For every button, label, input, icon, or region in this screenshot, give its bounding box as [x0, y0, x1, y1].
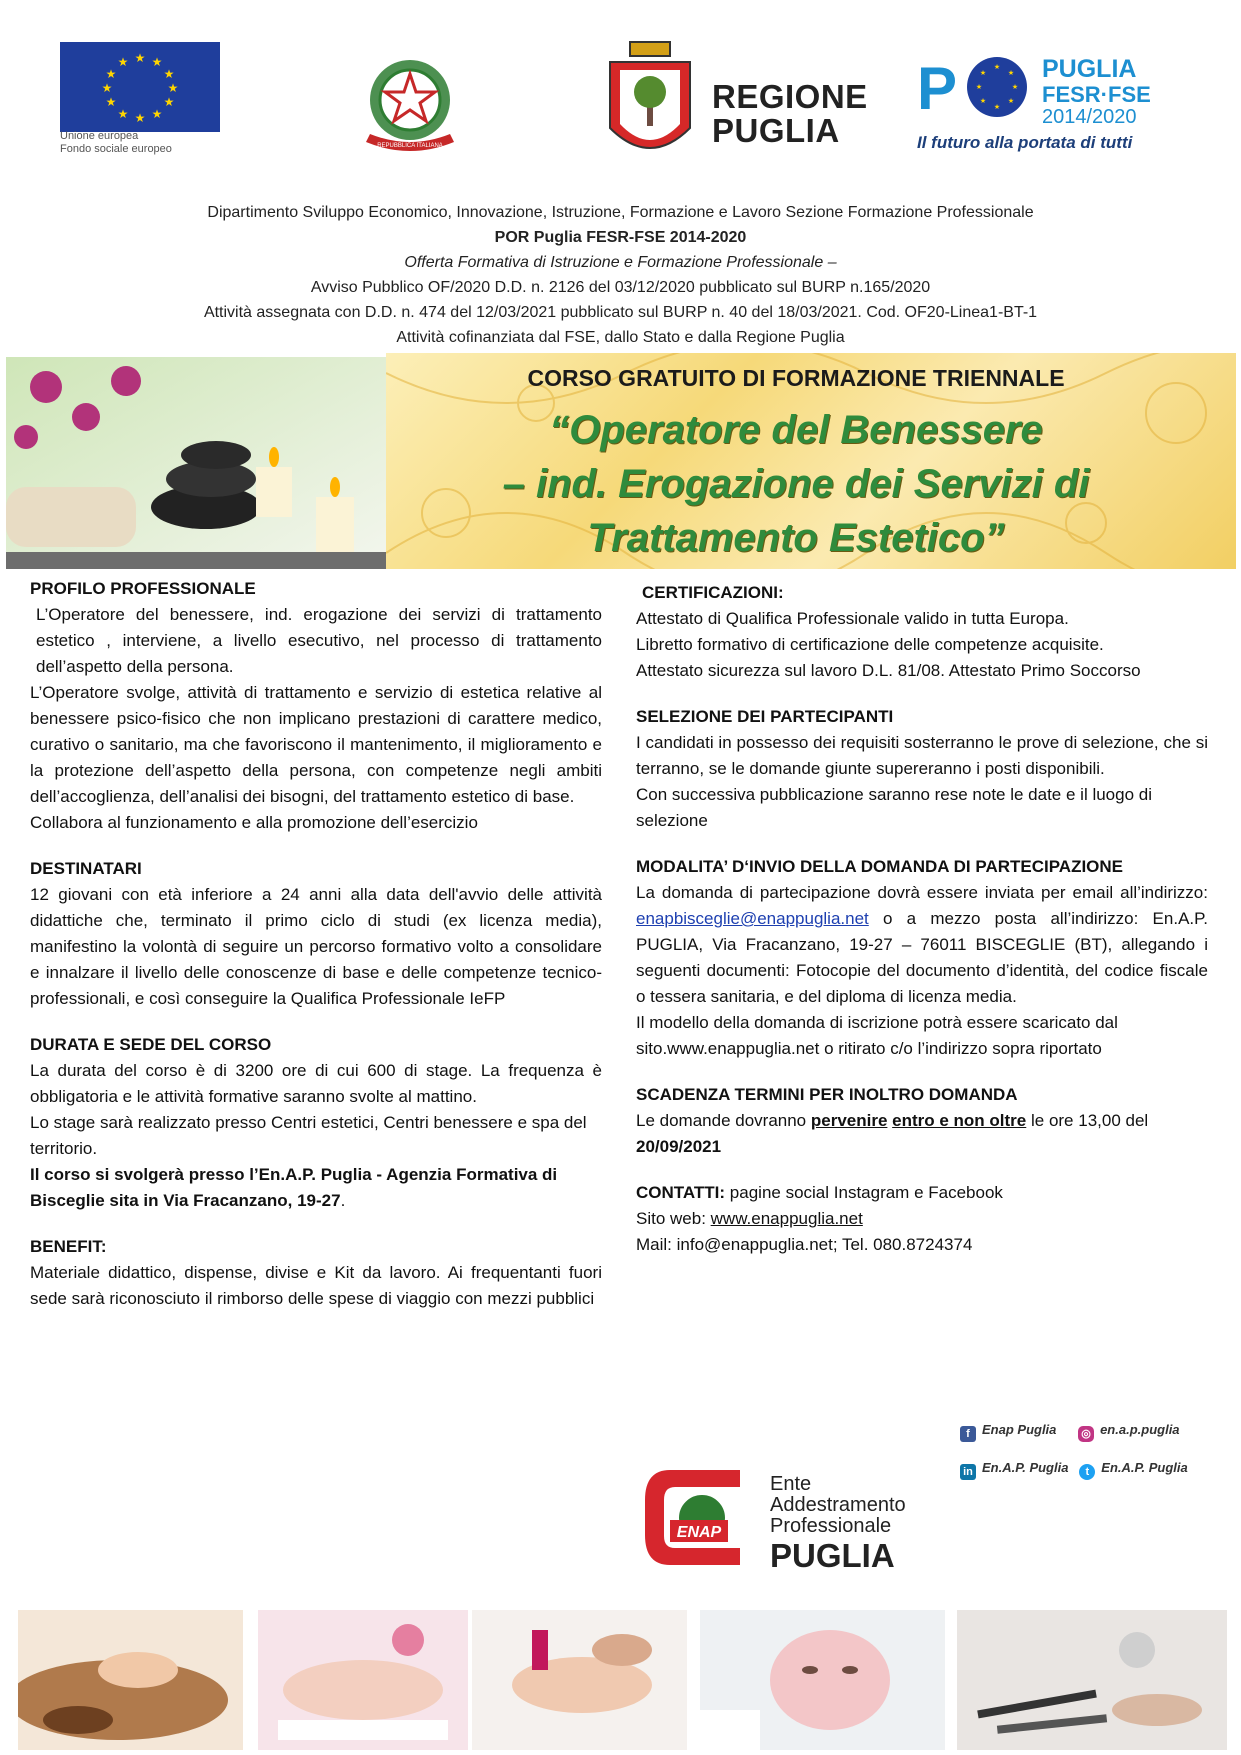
enap-logo-mark	[640, 1460, 750, 1575]
program-header	[0, 200, 1241, 350]
scadenza-heading: SCADENZA TERMINI PER INOLTRO DOMANDA	[636, 1085, 1018, 1104]
por-tagline: Il futuro alla portata di tutti	[917, 133, 1133, 152]
modalita-heading: MODALITA’ D‘INVIO DELLA DOMANDA DI PARTECIPAZIONE	[636, 857, 1124, 876]
header-line1: Dipartimento Sviluppo Economico, Innovazione, Istruzione, Formazione e Lavoro Sezione Formazione Professionale	[207, 204, 1034, 221]
instagram-handle[interactable]: en.a.p.puglia	[1100, 1422, 1180, 1437]
cert-paragraph-1: Attestato di Qualifica Professionale valido in tutta Europa.	[636, 609, 1069, 628]
makeup-brush-photo	[957, 1610, 1227, 1750]
durata-heading: DURATA E SEDE DEL CORSO	[30, 1035, 272, 1054]
certificazioni-heading: CERTIFICAZIONI:	[642, 583, 784, 602]
contatti-label: CONTATTI:	[636, 1183, 726, 1202]
svg-text:★: ★	[975, 84, 983, 91]
italian-republic-emblem	[346, 50, 474, 160]
svg-text:★: ★	[117, 55, 129, 69]
header-line2: POR Puglia FESR-FSE 2014-2020	[494, 229, 747, 246]
durata-paragraph-2: Lo stage sarà realizzato presso Centri estetici, Centri benessere e spa del territorio.	[30, 1113, 587, 1158]
cert-paragraph-3: Attestato sicurezza sul lavoro D.L. 81/08. Attestato Primo Soccorso	[636, 661, 1141, 680]
header-line4: Avviso Pubblico OF/2020 D.D. n. 2126 del 03/12/2020 pubblicato sul BURP n.165/2020	[310, 279, 931, 296]
modalita-text-a: La domanda di partecipazione dovrà essere inviata per email all’indirizzo:	[636, 883, 1208, 902]
twitter-icon: t	[1079, 1464, 1095, 1480]
svg-text:★: ★	[105, 67, 117, 81]
durata-sede-bold: Il corso si svolgerà presso l’En.A.P. Puglia - Agenzia Formativa di Bisceglie sita in Via Fracanzano, 19-27	[30, 1165, 558, 1210]
enap-badge-text: ENAP	[676, 1524, 722, 1541]
left-column	[30, 576, 602, 1312]
eu-caption	[60, 130, 240, 156]
scadenza-paragraph	[636, 1108, 1208, 1160]
linkedin-icon: in	[960, 1464, 976, 1480]
regione-puglia-wordmark	[712, 80, 868, 148]
mail-line: Mail: info@enappuglia.net; Tel. 080.8724374	[636, 1235, 973, 1254]
header-line3: Offerta Formativa di Istruzione e Formazione Professionale –	[404, 254, 837, 271]
svg-text:★: ★	[134, 111, 146, 125]
svg-text:★: ★	[993, 64, 1001, 71]
modalita-paragraph-2: Il modello della domanda di iscrizione potrà essere scaricato dal sito.www.enappuglia.net o ritirato c/o l’indirizzo sopra riportato	[636, 1013, 1118, 1058]
scadenza-pervenire: pervenire	[810, 1111, 888, 1130]
enap-line1: Ente	[770, 1473, 812, 1495]
selezione-paragraph-1: I candidati in possesso dei requisiti sosterranno le prove di selezione, che si terranno, se le domande giunte supereranno i posti disponibili.	[636, 733, 1208, 778]
eu-caption-line2: Fondo sociale europeo	[60, 143, 172, 155]
modalita-paragraph-1	[636, 880, 1208, 1010]
svg-text:★: ★	[134, 51, 146, 65]
svg-text:★: ★	[105, 95, 117, 109]
selezione-heading: SELEZIONE DEI PARTECIPANTI	[636, 707, 894, 726]
benefit-paragraph: Materiale didattico, dispense, divise e Kit da lavoro. Ai frequentanti fuori sede sarà riconosciuto il rimborso delle spese di viaggio con mezzi pubblici	[30, 1263, 602, 1308]
svg-text:★: ★	[1007, 98, 1015, 105]
facebook-handle[interactable]: Enap Puglia	[982, 1422, 1057, 1437]
pedicure-photo	[258, 1610, 468, 1750]
durata-sede-end: .	[340, 1191, 346, 1210]
banner-title-line2: – ind. Erogazione dei Servizi di	[502, 462, 1090, 506]
facial-mask-photo	[700, 1610, 945, 1750]
svg-text:★: ★	[117, 107, 129, 121]
scadenza-entro: entro e non oltre	[892, 1111, 1027, 1130]
cert-paragraph-2: Libretto formativo di certificazione delle competenze acquisite.	[636, 635, 1104, 654]
profilo-paragraph-3: Collabora al funzionamento e alla promozione dell’esercizio	[30, 813, 478, 832]
scadenza-date: 20/09/2021	[636, 1137, 722, 1156]
regione-line2: PUGLIA	[712, 112, 840, 149]
profilo-heading: PROFILO PROFESSIONALE	[30, 579, 256, 598]
massage-photo	[18, 1610, 243, 1750]
profilo-paragraph-1: L’Operatore del benessere, ind. erogazione dei servizi di trattamento estetico , interviene, a livello esecutivo, nel processo di trattamento dell’aspetto della persona.	[36, 605, 602, 676]
svg-text:★: ★	[101, 81, 113, 95]
banner-title	[386, 403, 1206, 565]
banner-title-line1: “Operatore del Benessere	[549, 408, 1043, 452]
scadenza-text-a: Le domande dovranno	[636, 1111, 811, 1130]
eu-caption-line1: Unione europea	[60, 130, 139, 142]
contatti-text: pagine social Instagram e Facebook	[725, 1183, 1003, 1202]
course-title-banner	[386, 353, 1236, 569]
email-link[interactable]: enapbisceglie@enappuglia.net	[636, 909, 869, 928]
header-line5: Attività assegnata con D.D. n. 474 del 12/03/2021 pubblicato sul BURP n. 40 del 18/03/2021. Cod. OF20-Linea1-BT-1	[203, 304, 1038, 321]
linkedin-handle[interactable]: En.A.P. Puglia	[982, 1460, 1069, 1475]
destinatari-heading: DESTINATARI	[30, 859, 142, 878]
contatti-line	[636, 1180, 1208, 1206]
social-row-2	[960, 1460, 1188, 1480]
svg-text:★: ★	[167, 81, 179, 95]
emblem-ribbon-text: REPUBBLICA ITALIANA	[377, 143, 443, 149]
enap-line3: Professionale	[770, 1515, 892, 1537]
por-line2: FESR·FSE	[1042, 82, 1151, 107]
svg-text:P: P	[917, 57, 958, 122]
svg-text:★: ★	[163, 95, 175, 109]
regione-puglia-crest	[596, 38, 704, 168]
por-line3: 2014/2020	[1042, 106, 1137, 128]
durata-paragraph-1: La durata del corso è di 3200 ore di cui 600 di stage. La frequenza è obbligatoria e le attività formative saranno svolte al mattino.	[30, 1061, 602, 1106]
benefit-heading: BENEFIT:	[30, 1237, 107, 1256]
svg-text:★: ★	[1007, 70, 1015, 77]
twitter-handle[interactable]: En.A.P. Puglia	[1101, 1460, 1188, 1475]
svg-text:★: ★	[151, 55, 163, 69]
por-line1: PUGLIA	[1042, 57, 1137, 83]
svg-text:★: ★	[151, 107, 163, 121]
manicure-photo	[472, 1610, 687, 1750]
banner-title-line3: Trattamento Estetico”	[587, 516, 1005, 560]
regione-line1: REGIONE	[712, 78, 868, 115]
destinatari-paragraph: 12 giovani con età inferiore a 24 anni alla data dell'avvio delle attività didattiche che, terminato il primo ciclo di studi (ex licenza media), manifestino la volontà di seguire un percorso formativo volto a consolidare e innalzare il livello delle conoscenze di base e delle competenze tecnico-professionali, e così conseguire la Qualifica Professionale IeFP	[30, 885, 602, 1008]
enap-wordmark	[770, 1474, 906, 1575]
enap-line4: PUGLIA	[770, 1537, 895, 1574]
sito-label: Sito web:	[636, 1209, 711, 1228]
svg-text:★: ★	[1011, 84, 1019, 91]
enap-line2: Addestramento	[770, 1494, 906, 1516]
profilo-paragraph-2: L’Operatore svolge, attività di trattamento e servizio di estetica relative al benessere psico-fisico che non implicano prestazioni di carattere medico, curativo o sanitario, ma che favoriscono il mantenimento, il miglioramento e la protezione dell’aspetto della persona, con competenze negli ambiti dell’accoglienza, dell’analisi dei bisogni, del trattamento estetico di base.	[30, 683, 602, 806]
svg-text:★: ★	[979, 70, 987, 77]
facebook-icon: f	[960, 1426, 976, 1442]
modalita-text-b: o a mezzo posta all’indirizzo: En.A.P. PUGLIA, Via Fracanzano, 19-27 – 76011 BISCEGLIE (BT), allegando i seguenti documenti: Fotocopie del documento d’identità, del codice fiscale o tessera sanitaria, e del diploma di licenza media.	[636, 909, 1208, 1006]
svg-text:★: ★	[979, 98, 987, 105]
sito-line	[636, 1206, 1208, 1232]
scadenza-text-b: le ore 13,00 del	[1026, 1111, 1149, 1130]
eu-flag-logo	[60, 42, 220, 132]
selezione-paragraph-2: Con successiva pubblicazione saranno rese note le date e il luogo di selezione	[636, 785, 1152, 830]
banner-subtitle: CORSO GRATUITO DI FORMAZIONE TRIENNALE	[527, 365, 1065, 391]
header-line6: Attività cofinanziata dal FSE, dallo Stato e dalla Regione Puglia	[396, 329, 845, 346]
instagram-icon: ◎	[1078, 1426, 1094, 1442]
website-link[interactable]: www.enappuglia.net	[710, 1209, 863, 1228]
right-column	[636, 580, 1208, 1258]
spa-stones-orchid-photo	[6, 357, 386, 569]
svg-text:★: ★	[993, 104, 1001, 111]
durata-paragraph-3	[30, 1162, 602, 1214]
svg-text:★: ★	[163, 67, 175, 81]
social-row-1	[960, 1422, 1180, 1442]
